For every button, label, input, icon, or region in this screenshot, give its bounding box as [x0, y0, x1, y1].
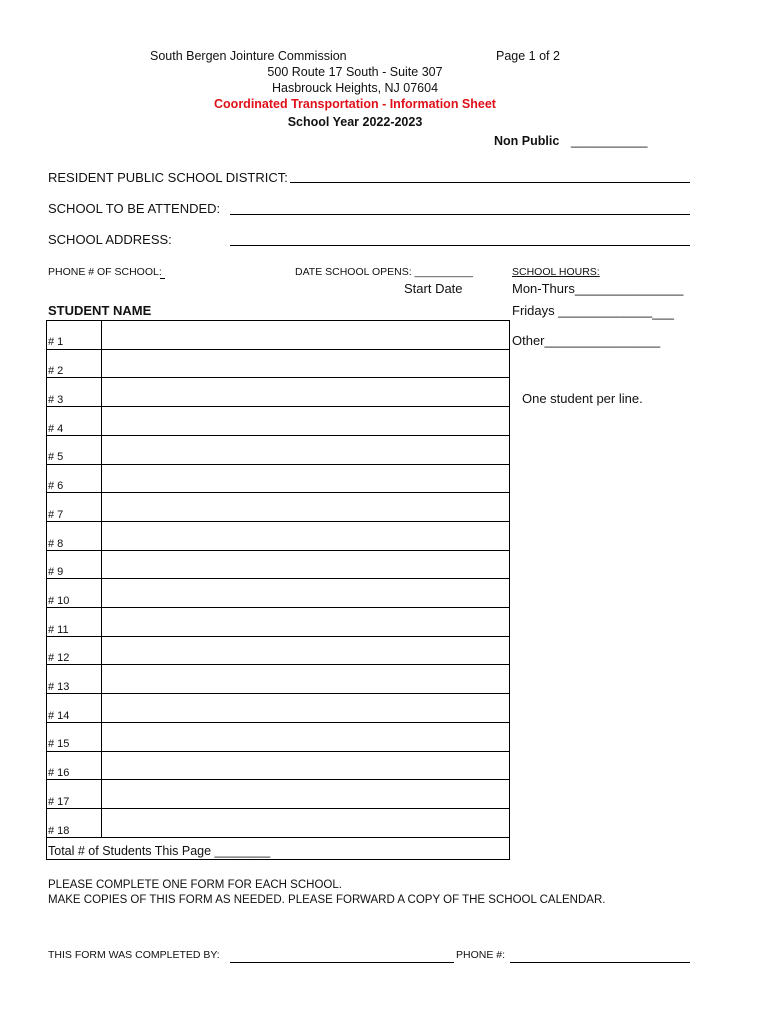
- row-number: # 6: [48, 480, 64, 493]
- completed-by-field[interactable]: [230, 962, 454, 963]
- student-name-cell[interactable]: [101, 407, 510, 436]
- footer-phone-field[interactable]: [510, 962, 690, 963]
- table-row: [47, 320, 509, 349]
- student-name-cell[interactable]: [101, 723, 510, 752]
- one-student-note: One student per line.: [522, 391, 643, 406]
- row-number: # 3: [48, 394, 64, 407]
- non-public-label: Non Public: [494, 134, 560, 148]
- mon-thurs-field[interactable]: Mon-Thurs_______________: [512, 281, 684, 296]
- table-row: [47, 808, 509, 838]
- district-label: RESIDENT PUBLIC SCHOOL DISTRICT:: [48, 170, 288, 185]
- row-number: # 8: [48, 537, 64, 550]
- student-name-cell[interactable]: [101, 752, 510, 781]
- district-field[interactable]: [290, 182, 690, 183]
- row-number: # 10: [48, 594, 70, 607]
- footer-phone-label: PHONE #:: [456, 949, 506, 961]
- table-row: [47, 406, 509, 436]
- student-name-cell[interactable]: [101, 809, 510, 838]
- address-label: SCHOOL ADDRESS:: [48, 232, 172, 247]
- row-number: # 12: [48, 652, 70, 665]
- student-name-cell[interactable]: [101, 465, 510, 494]
- table-row: [47, 464, 509, 494]
- opens-label[interactable]: DATE SCHOOL OPENS: __________: [295, 266, 474, 278]
- total-row-divider: [47, 837, 509, 838]
- fridays-text: Fridays _____________: [512, 303, 653, 318]
- row-number: # 13: [48, 681, 70, 694]
- student-roster-table: [46, 320, 510, 860]
- table-row: [47, 550, 509, 580]
- table-row: [47, 349, 509, 379]
- student-name-cell[interactable]: [101, 579, 510, 608]
- fridays-tail: ___: [652, 305, 674, 320]
- student-name-header: STUDENT NAME: [48, 303, 152, 318]
- table-row: [47, 377, 509, 407]
- address-field[interactable]: [230, 245, 690, 246]
- table-row: [47, 751, 509, 781]
- table-row: [47, 521, 509, 551]
- student-name-cell[interactable]: [101, 436, 510, 465]
- instruction-1: PLEASE COMPLETE ONE FORM FOR EACH SCHOOL.: [48, 879, 342, 891]
- table-row: [47, 664, 509, 694]
- table-row: [47, 435, 509, 465]
- student-name-cell[interactable]: [101, 608, 510, 637]
- student-name-cell[interactable]: [101, 780, 510, 809]
- table-row: [47, 693, 509, 723]
- row-number: # 18: [48, 824, 70, 837]
- row-number: # 2: [48, 365, 64, 378]
- table-row: [47, 779, 509, 809]
- row-number: # 16: [48, 767, 70, 780]
- row-number: # 1: [48, 335, 64, 348]
- row-number: # 17: [48, 795, 70, 808]
- school-year: School Year 2022-2023: [287, 115, 423, 129]
- fridays-field[interactable]: [512, 303, 674, 318]
- row-number: # 5: [48, 451, 64, 464]
- table-row: [47, 492, 509, 522]
- student-name-cell[interactable]: [101, 350, 510, 379]
- school-label: SCHOOL TO BE ATTENDED:: [48, 201, 221, 216]
- org-name: South Bergen Jointure Commission: [150, 49, 347, 63]
- student-name-cell[interactable]: [101, 551, 510, 580]
- student-name-cell[interactable]: [101, 320, 510, 349]
- school-field[interactable]: [230, 214, 690, 215]
- completed-by-label: THIS FORM WAS COMPLETED BY:: [48, 949, 220, 961]
- address-line-2: Hasbrouck Heights, NJ 07604: [271, 81, 439, 95]
- row-number: # 4: [48, 422, 64, 435]
- row-number: # 14: [48, 709, 70, 722]
- table-row: [47, 722, 509, 752]
- student-name-cell[interactable]: [101, 694, 510, 723]
- other-field[interactable]: Other________________: [512, 333, 661, 348]
- hours-label: SCHOOL HOURS:: [512, 266, 600, 278]
- start-date-label: Start Date: [404, 281, 463, 296]
- row-number: # 7: [48, 508, 64, 521]
- row-number: # 15: [48, 738, 70, 751]
- phone-label: PHONE # OF SCHOOL:: [48, 266, 162, 278]
- non-public-blank[interactable]: ___________: [571, 134, 648, 148]
- student-name-cell[interactable]: [101, 493, 510, 522]
- student-name-cell[interactable]: [101, 378, 510, 407]
- row-number: # 11: [48, 623, 69, 636]
- student-name-cell[interactable]: [101, 522, 510, 551]
- student-name-cell[interactable]: [101, 665, 510, 694]
- page-number: Page 1 of 2: [496, 49, 560, 63]
- table-row: [47, 636, 509, 666]
- student-name-cell[interactable]: [101, 637, 510, 666]
- row-number: # 9: [48, 566, 64, 579]
- table-row: [47, 578, 509, 608]
- instruction-2: MAKE COPIES OF THIS FORM AS NEEDED. PLEASE FORWARD A COPY OF THE SCHOOL CALENDAR.: [48, 894, 606, 906]
- phone-field[interactable]: [160, 278, 165, 279]
- form-title: Coordinated Transportation - Information Sheet: [214, 97, 496, 111]
- table-row: [47, 607, 509, 637]
- address-line-1: 500 Route 17 South - Suite 307: [267, 65, 443, 79]
- total-students[interactable]: Total # of Students This Page ________: [48, 844, 271, 858]
